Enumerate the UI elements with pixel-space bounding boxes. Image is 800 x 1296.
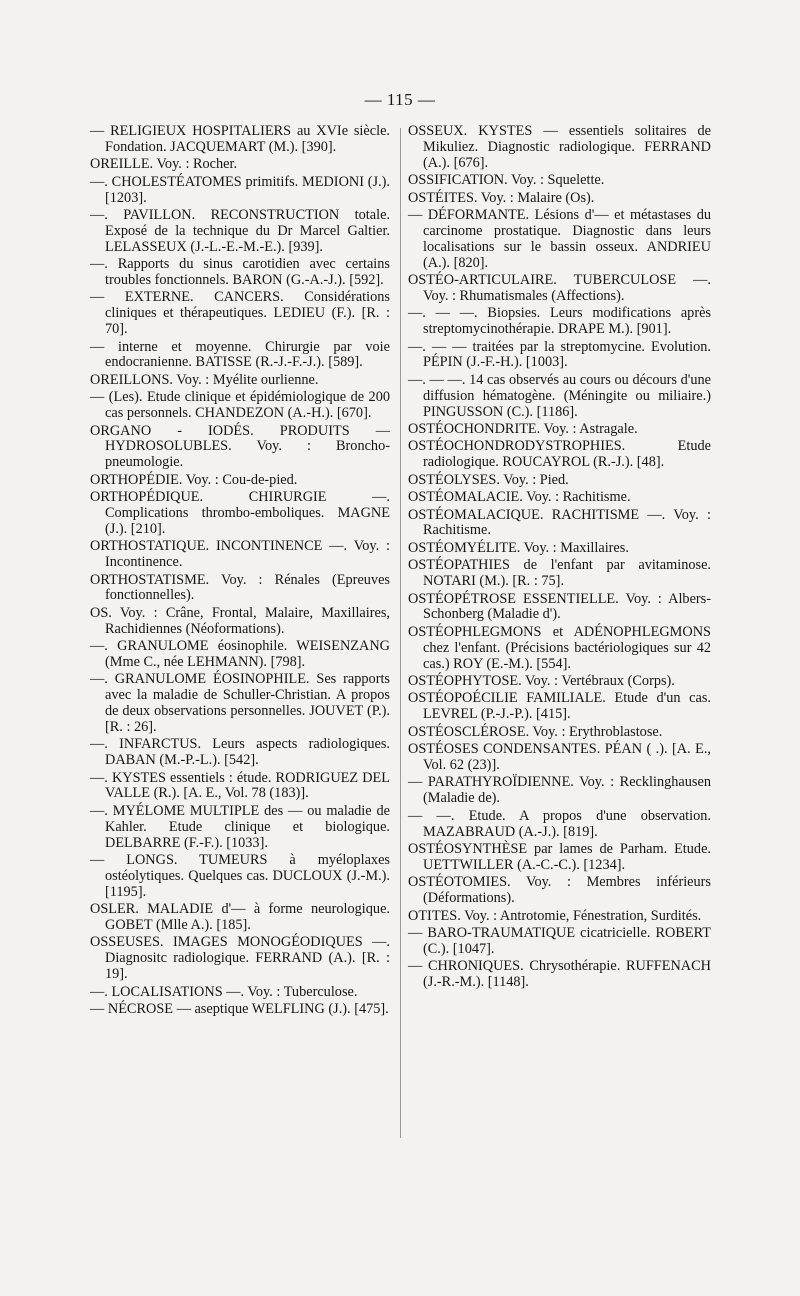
index-entry: OSSEUX. KYSTES — essentiels solitaires de Mikuliez. Diagnostic radiologique. FERRAND (A.). [676]. (408, 123, 711, 171)
index-entry: OSTÉOTOMIES. Voy. : Membres inférieurs (Déformations). (408, 874, 711, 907)
index-entry: — interne et moyenne. Chirurgie par voie endocranienne. BATISSE (R.-J.-F.-J.). [589]. (90, 338, 390, 371)
index-entry: OSSIFICATION. Voy. : Squelette. (408, 172, 605, 189)
index-entry: — NÉCROSE — aseptique WELFLING (J.). [475]. (90, 1000, 389, 1017)
index-entry: — CHRONIQUES. Chrysothérapie. RUFFENACH (J.-R.-M.). [1148]. (408, 958, 711, 991)
index-entry: OSTÉOPHYTOSE. Voy. : Vertébraux (Corps). (408, 672, 675, 689)
index-entry: OREILLONS. Voy. : Myélite ourlienne. (90, 371, 319, 388)
index-entry: —. — —. 14 cas observés au cours ou décours d'une diffusion hématogène. (Méningite ou miliaire.) PINGUSSON (C.). [1186]. (408, 371, 711, 420)
index-entry: ORGANO - IODÉS. PRODUITS — HYDROSOLUBLES. Voy. : Broncho-pneumologie. (90, 422, 390, 471)
index-entry: OSTÉOPOÉCILIE FAMILIALE. Etude d'un cas. LEVREL (P.-J.-P.). [415]. (408, 690, 711, 723)
index-entry: OSSEUSES. IMAGES MONOGÉODIQUES —. Diagnositc radiologique. FERRAND (A.). [R. : 19]. (90, 934, 390, 983)
index-entry: OSTÉOSYNTHÈSE par lames de Parham. Etude. UETTWILLER (A.-C.-C.). [1234]. (408, 840, 711, 873)
index-entry: — PARATHYROÏDIENNE. Voy. : Recklinghausen (Maladie de). (408, 774, 711, 807)
index-entry: OS. Voy. : Crâne, Frontal, Malaire, Maxillaires, Rachidiennes (Néoformations). (90, 604, 390, 637)
index-entry: ORTHOPÉDIQUE. CHIRURGIE —. Complications thrombo-emboliques. MAGNE (J.). [210]. (90, 489, 390, 537)
index-entry: — —. Etude. A propos d'une observation. MAZABRAUD (A.-J.). [819]. (408, 807, 711, 840)
index-entry: —. LOCALISATIONS —. Voy. : Tuberculose. (90, 983, 358, 1000)
index-entry: —. — — traitées par la streptomycine. Evolution. PÉPIN (J.-F.-H.). [1003]. (408, 338, 711, 371)
index-entry: —. MYÉLOME MULTIPLE des — ou maladie de Kahler. Etude clinique et biologique. DELBARRE (F.-F.). [1033]. (90, 802, 390, 851)
index-entry: —. GRANULOME éosinophile. WEISENZANG (Mme C., née LEHMANN). [798]. (90, 638, 390, 670)
index-entry: — BARO-TRAUMATIQUE cicatricielle. ROBERT (C.). [1047]. (408, 924, 711, 957)
index-entry: OSTÉO-ARTICULAIRE. TUBERCULOSE —. Voy. : Rhumatismales (Affections). (408, 271, 711, 304)
index-entry: ORTHOPÉDIE. Voy. : Cou-de-pied. (90, 471, 298, 488)
index-entry: OSLER. MALADIE d'— à forme neurologique. GOBET (Mlle A.). [185]. (90, 901, 390, 933)
index-entry: ORTHOSTATISME. Voy. : Rénales (Epreuves fonctionnelles). (90, 571, 390, 604)
index-entry: —. INFARCTUS. Leurs aspects radiologiques. DABAN (M.-P.-L.). [542]. (90, 736, 390, 769)
index-entry: OREILLE. Voy. : Rocher. (90, 156, 238, 173)
index-entry: — RELIGIEUX HOSPITALIERS au XVIe siècle. Fondation. JACQUEMART (M.). [390]. (90, 123, 390, 155)
index-entry: OSTÉOMALACIE. Voy. : Rachitisme. (408, 489, 631, 506)
index-entry: —. PAVILLON. RECONSTRUCTION totale. Exposé de la technique du Dr Marcel Galtier. LELASSEUX (J.-L.-E.-M.-E.). [939]. (90, 207, 390, 255)
index-entry: — DÉFORMANTE. Lésions d'— et métastases du carcinome prostatique. Diagnostic dans leurs localisations sur le bassin osseux. ANDRIEU (A.). [820]. (408, 207, 711, 271)
left-column (90, 124, 390, 1018)
index-entry: OSTÉOCHONDRITE. Voy. : Astragale. (408, 420, 638, 437)
right-column (408, 124, 711, 991)
index-entry: OSTÉOCHONDRODYSTROPHIES. Etude radiologique. ROUCAYROL (R.-J.). [48]. (408, 438, 711, 471)
index-entry: OTITES. Voy. : Antrotomie, Fénestration, Surdités. (408, 907, 702, 924)
page-number: — 115 — (364, 90, 436, 109)
index-entry: OSTÉOSCLÉROSE. Voy. : Erythroblastose. (408, 723, 663, 740)
index-entry: OSTÉOPATHIES de l'enfant par avitaminose. NOTARI (M.). [R. : 75]. (408, 557, 711, 590)
index-entry: —. Rapports du sinus carotidien avec certains troubles fonctionnels. BARON (G.-A.-J.). [592]. (90, 256, 390, 288)
index-entry: — LONGS. TUMEURS à myéloplaxes ostéolytiques. Quelques cas. DUCLOUX (J.-M.). [1195]. (90, 852, 390, 900)
index-entry: — EXTERNE. CANCERS. Considérations cliniques et thérapeutiques. LEDIEU (F.). [R. : 70]. (90, 289, 390, 338)
index-entry: —. CHOLESTÉATOMES primitifs. MEDIONI (J.). [1203]. (90, 173, 390, 206)
index-entry: —. — —. Biopsies. Leurs modifications après streptomycinothérapie. DRAPE M.). [901]. (408, 305, 711, 338)
index-entry: ORTHOSTATIQUE. INCONTINENCE —. Voy. : Incontinence. (90, 538, 390, 571)
index-entry: OSTÉOMALACIQUE. RACHITISME —. Voy. : Rachitisme. (408, 506, 711, 539)
index-entry: OSTÉITES. Voy. : Malaire (Os). (408, 189, 595, 206)
index-entry: OSTÉOLYSES. Voy. : Pied. (408, 471, 569, 488)
index-entry: — (Les). Etude clinique et épidémiologique de 200 cas personnels. CHANDEZON (A.-H.). [670]. (90, 389, 390, 422)
index-entry: —. GRANULOME ÉOSINOPHILE. Ses rapports avec la maladie de Schuller-Christian. A propos de deux observations personnelles. JOUVET (P.). [R. : 26]. (90, 671, 390, 735)
index-entry: OSTÉOPÉTROSE ESSENTIELLE. Voy. : Albers-Schonberg (Maladie d'). (408, 590, 711, 623)
column-divider (400, 128, 401, 1138)
index-entry: OSTÉOPHLEGMONS et ADÉNOPHLEGMONS chez l'enfant. (Précisions bactériologiques sur 42 cas.) ROY (E.-M.). [554]. (408, 623, 711, 672)
index-entry: —. KYSTES essentiels : étude. RODRIGUEZ DEL VALLE (R.). [A. E., Vol. 78 (183)]. (90, 769, 390, 802)
index-entry: OSTÉOMYÉLITE. Voy. : Maxillaires. (408, 539, 629, 556)
index-entry: OSTÉOSES CONDENSANTES. PÉAN ( .). [A. E., Vol. 62 (23)]. (408, 741, 711, 773)
